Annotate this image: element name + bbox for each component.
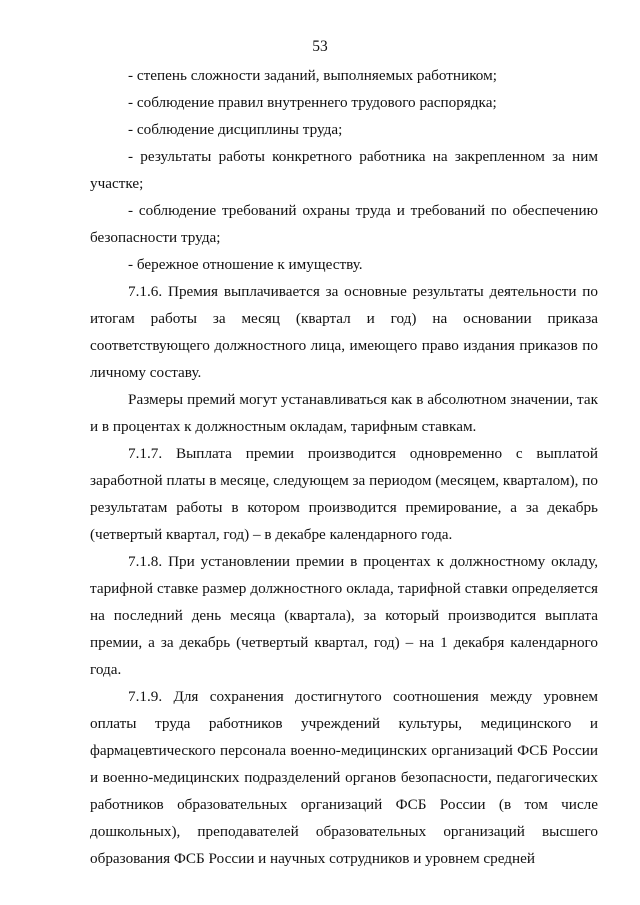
document-body (90, 62, 598, 872)
paragraph-7-1-8: 7.1.8. При установлении премии в процентах к должностному окладу, тарифной ставке размер должностного оклада, тарифной ставки определяется на последний день месяца (квартала), за который производится выплата премии, а за декабрь (четвертый квартал, год) – на 1 декабря календарного года. (90, 553, 598, 678)
paragraph-bonus-sizes: Размеры премий могут устанавливаться как в абсолютном значении, так и в процентах к должностным окладам, тарифным ставкам. (90, 391, 598, 435)
list-item-labor-discipline: - соблюдение дисциплины труда; (128, 121, 343, 138)
list-item-internal-rules: - соблюдение правил внутреннего трудового распорядка; (128, 94, 497, 111)
paragraph-7-1-9: 7.1.9. Для сохранения достигнутого соотношения между уровнем оплаты труда работников учреждений культуры, медицинского и фармацевтического персонала военно-медицинских организаций ФСБ России и военно-медицинских подразделений органов безопасности, педагогических работников образовательных организаций ФСБ России (в том числе дошкольных), преподавателей образовательных организаций высшего образования ФСБ России и научных сотрудников и уровнем средней (90, 688, 598, 867)
list-item-task-complexity: - степень сложности заданий, выполняемых работником; (128, 67, 497, 84)
page-number: 53 (312, 38, 328, 55)
paragraph-7-1-7: 7.1.7. Выплата премии производится одновременно с выплатой заработной платы в месяце, следующем за периодом (месяцем, кварталом), по результатам работы в котором производится премирование, а за декабрь (четвертый квартал, год) – в декабре календарного года. (90, 445, 598, 543)
paragraph-7-1-6: 7.1.6. Премия выплачивается за основные результаты деятельности по итогам работы за месяц (квартал и год) на основании приказа соответствующего должностного лица, имеющего право издания приказов по личному составу. (90, 283, 598, 381)
list-item-labor-safety: - соблюдение требований охраны труда и требований по обеспечению безопасности труда; (90, 202, 598, 246)
list-item-property-care: - бережное отношение к имуществу. (128, 256, 363, 273)
list-item-work-results: - результаты работы конкретного работника на закрепленном за ним участке; (90, 148, 598, 192)
